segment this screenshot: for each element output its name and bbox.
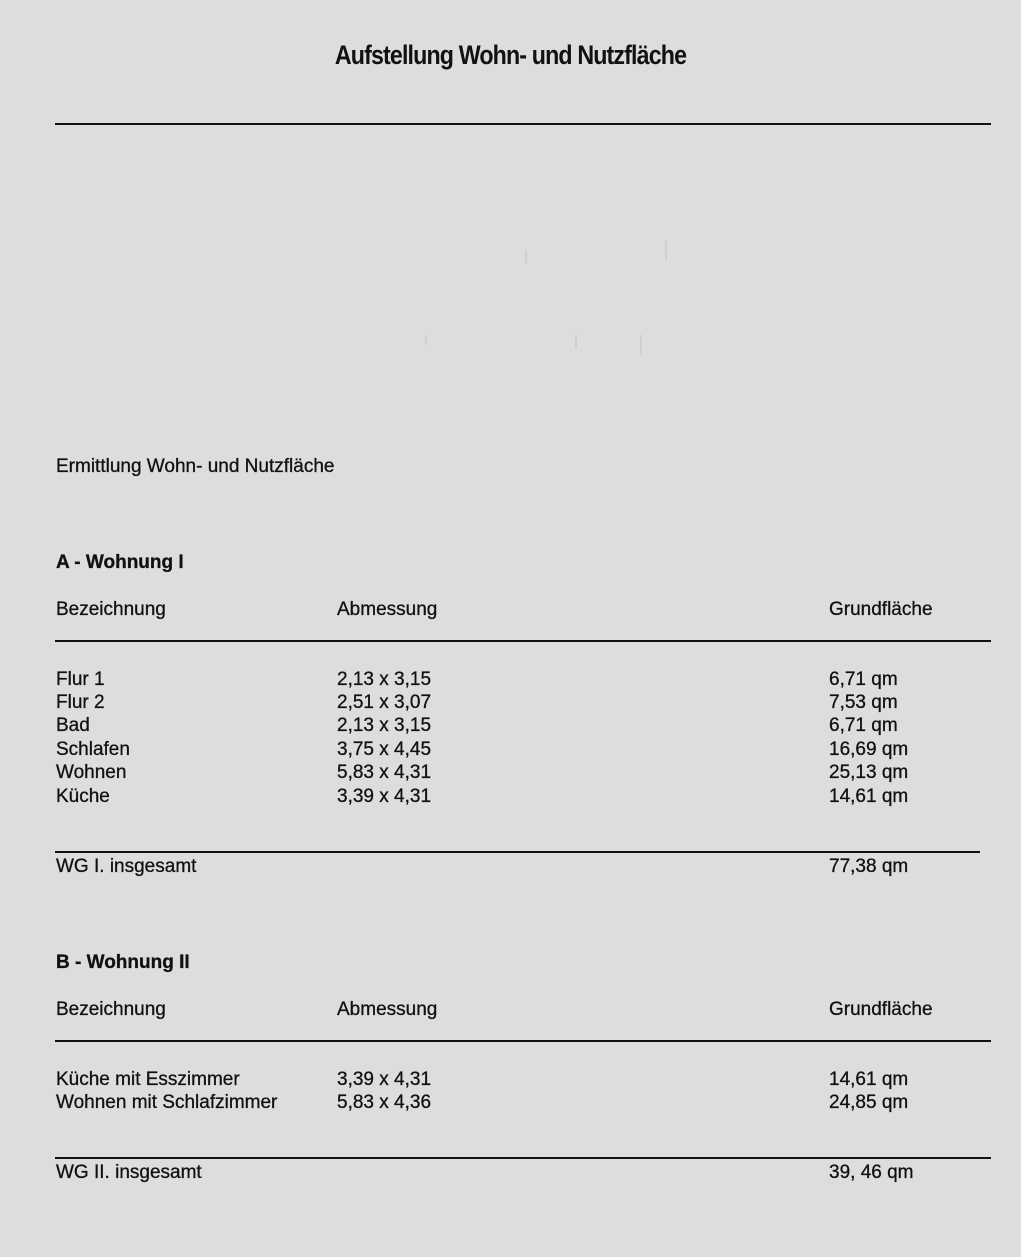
section-b-heading: B - Wohnung II [56,952,190,973]
section-b-header-divider [55,1040,991,1042]
row-name: Flur 2 [56,692,105,713]
row-area: 16,69 qm [829,739,909,760]
row-name: Wohnen [56,762,127,783]
row-area: 14,61 qm [829,1069,909,1090]
row-dim: 5,83 x 4,36 [337,1092,432,1113]
section-a-total-value: 77,38 qm [829,856,909,877]
section-b-col-name: Bezeichnung [56,999,166,1020]
row-dim: 3,39 x 4,31 [337,786,432,807]
row-dim: 5,83 x 4,31 [337,762,432,783]
section-a-total-label: WG I. insgesamt [56,856,197,877]
title-divider [55,123,991,125]
row-area: 6,71 qm [829,669,898,690]
section-a-heading: A - Wohnung I [56,552,184,573]
row-dim: 3,75 x 4,45 [337,739,432,760]
row-area: 25,13 qm [829,762,909,783]
section-a-col-area: Grundfläche [829,599,933,620]
row-area: 7,53 qm [829,692,898,713]
document-title: Aufstellung Wohn- und Nutzfläche [334,40,687,70]
section-b-total-divider [55,1157,991,1159]
row-name: Küche [56,786,110,807]
row-dim: 2,13 x 3,15 [337,715,432,736]
row-dim: 2,13 x 3,15 [337,669,432,690]
intro-heading: Ermittlung Wohn- und Nutzfläche [56,456,335,477]
section-a-col-dim: Abmessung [337,599,438,620]
faded-mark [425,335,427,345]
faded-mark [525,250,527,264]
section-a-total-divider [55,851,980,853]
section-b-total-value: 39, 46 qm [829,1162,914,1183]
faded-mark [665,240,667,260]
row-name: Küche mit Esszimmer [56,1069,240,1090]
row-area: 24,85 qm [829,1092,909,1113]
row-name: Bad [56,715,90,736]
row-dim: 3,39 x 4,31 [337,1069,432,1090]
section-a-col-name: Bezeichnung [56,599,166,620]
row-area: 14,61 qm [829,786,909,807]
section-a-header-divider [55,640,991,642]
row-dim: 2,51 x 3,07 [337,692,432,713]
section-b-col-dim: Abmessung [337,999,438,1020]
faded-mark [640,335,642,355]
section-b-col-area: Grundfläche [829,999,933,1020]
row-name: Flur 1 [56,669,105,690]
faded-scan-area [130,200,690,420]
row-name: Wohnen mit Schlafzimmer [56,1092,278,1113]
row-area: 6,71 qm [829,715,898,736]
faded-mark [575,335,577,349]
section-b-total-label: WG II. insgesamt [56,1162,202,1183]
row-name: Schlafen [56,739,130,760]
